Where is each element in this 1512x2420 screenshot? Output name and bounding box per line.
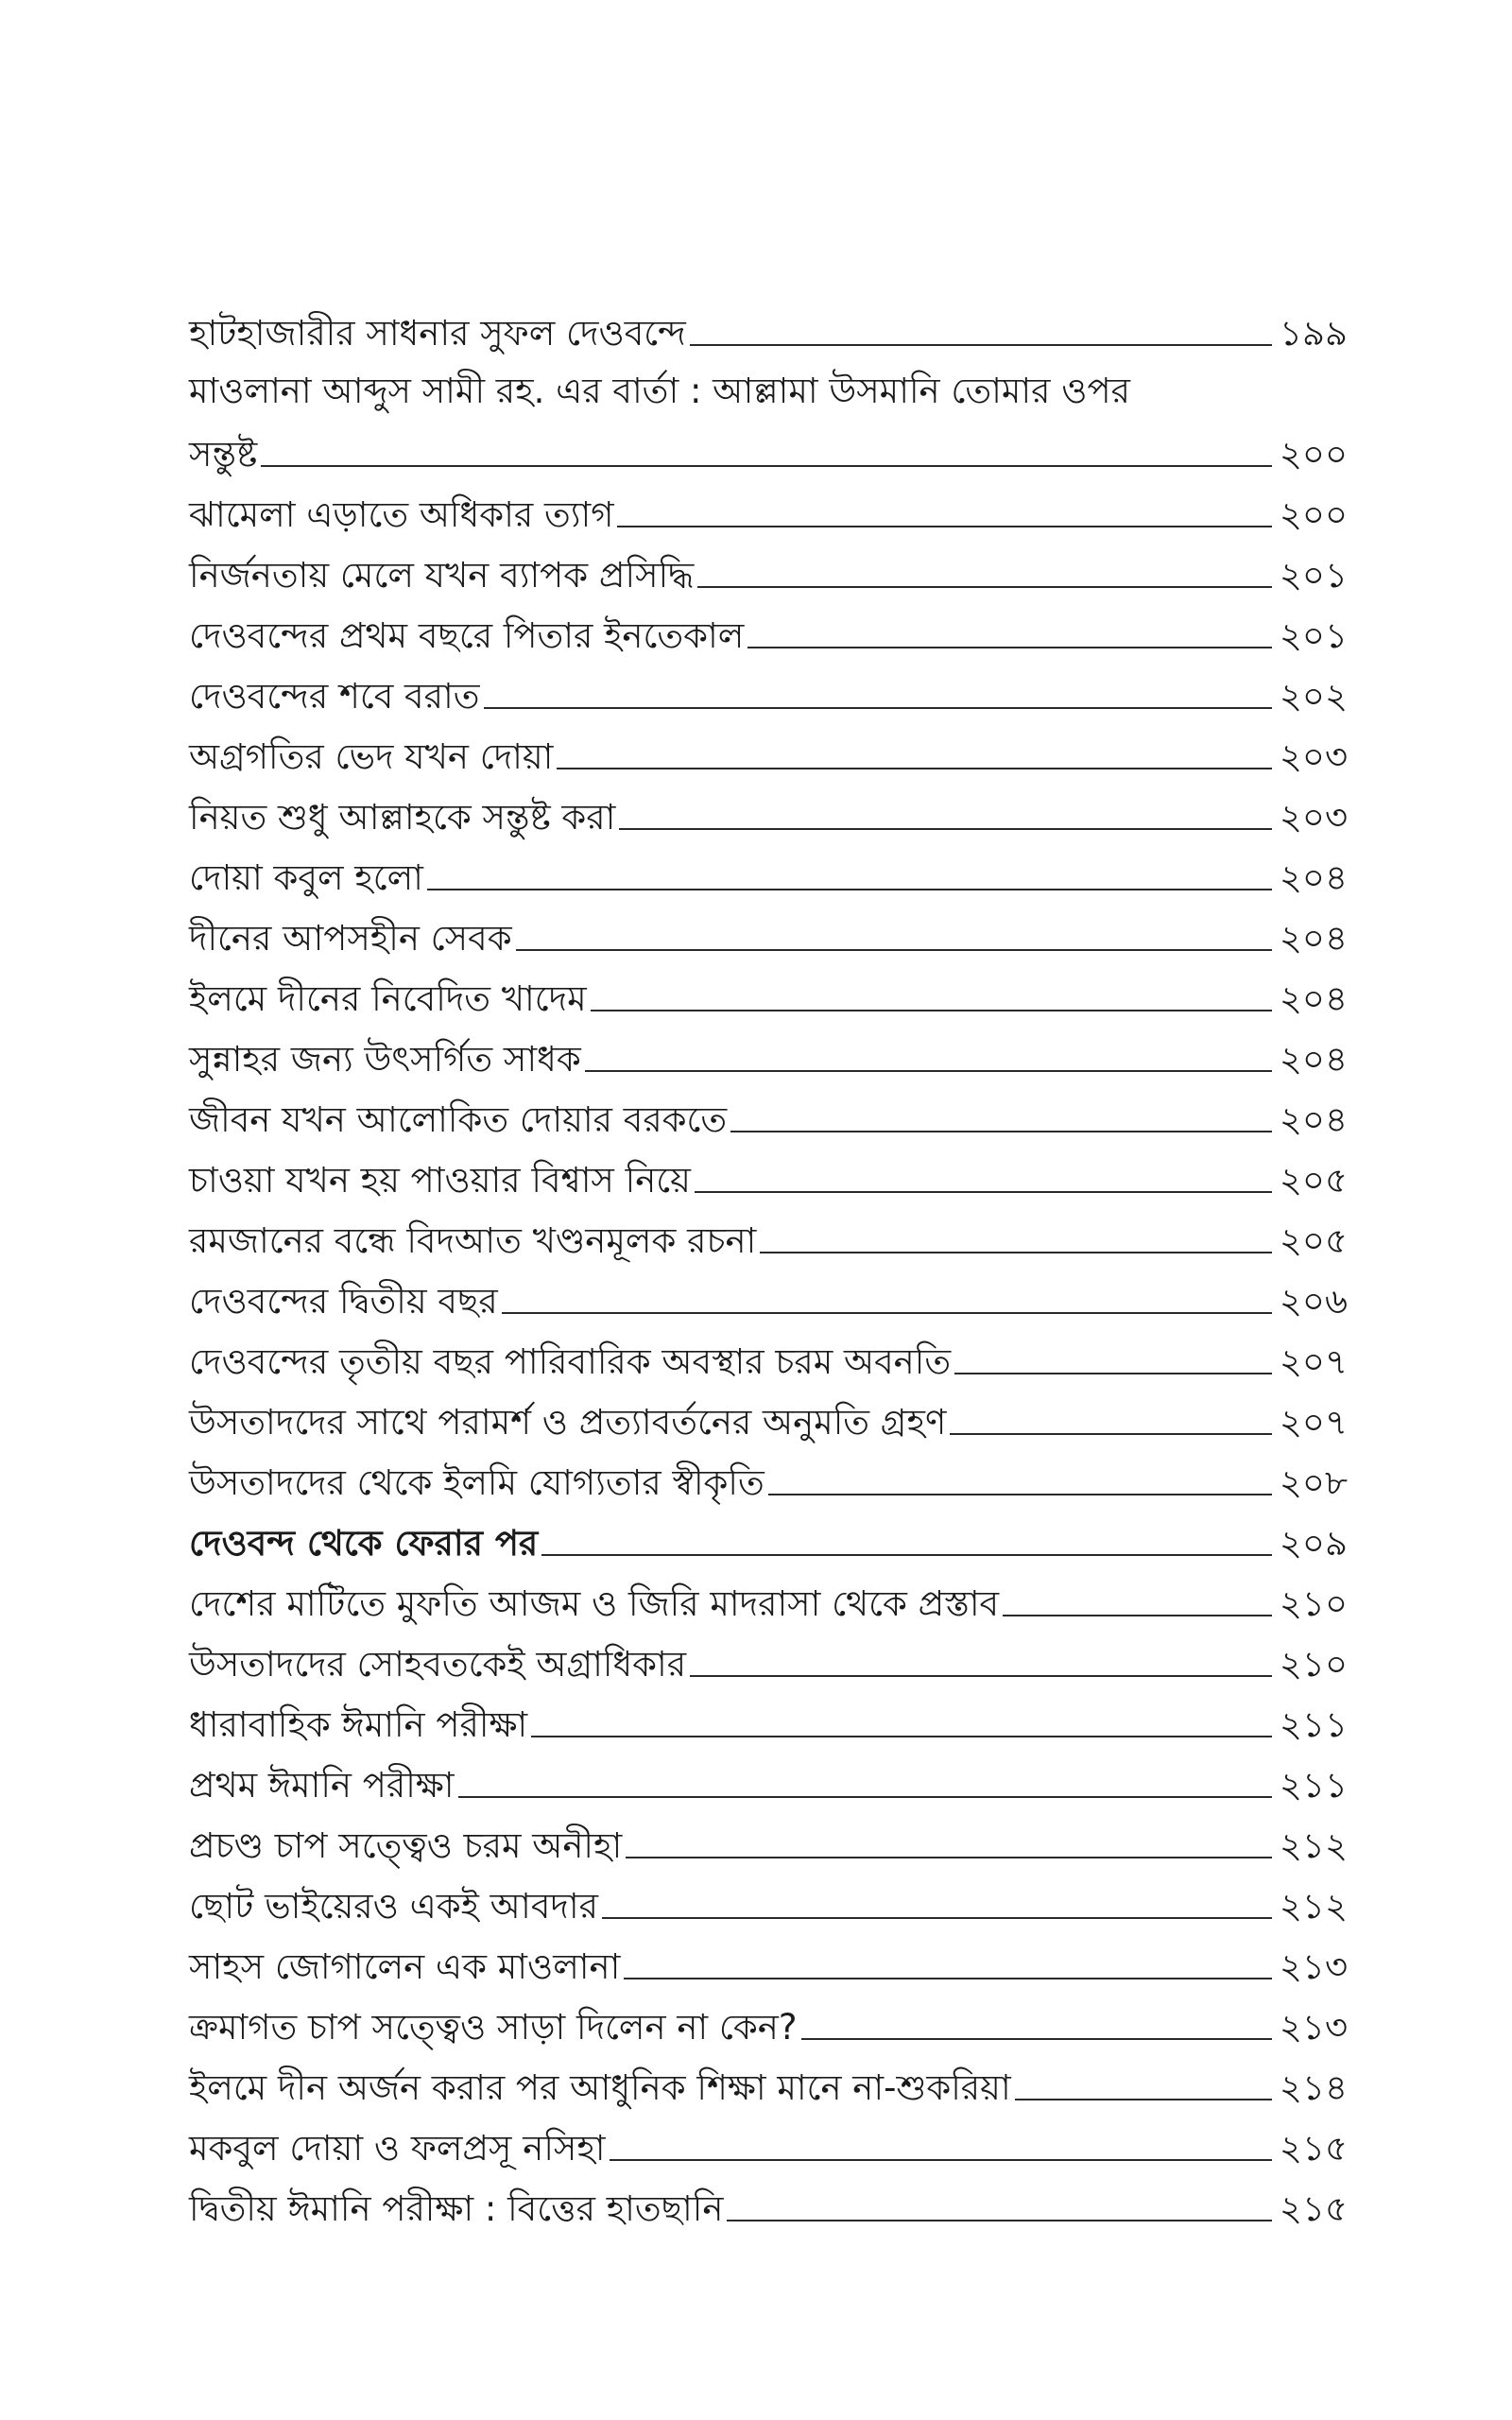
leader-line <box>690 344 1272 346</box>
entry-title: ক্রমাগত চাপ সত্ত্বেও সাড়া দিলেন না কেন? <box>189 2007 798 2048</box>
entry-page-number: ২০৮ <box>1279 1462 1348 1503</box>
toc-entry <box>189 1390 1348 1450</box>
toc-entry <box>189 482 1348 543</box>
leader-line <box>458 1796 1272 1798</box>
leader-line <box>950 1433 1272 1435</box>
entry-page-number: ২১৪ <box>1279 2067 1348 2108</box>
entry-title: সুন্নাহর জন্য উৎসর্গিত সাধক <box>189 1039 581 1080</box>
entry-title: চাওয়া যখন হয় পাওয়ার বিশ্বাস নিয়ে <box>189 1160 691 1201</box>
toc-entry <box>189 1571 1348 1632</box>
entry-title: দেওবন্দের প্রথম বছরে পিতার ইনতেকাল <box>189 615 745 656</box>
entry-page-number: ২০৪ <box>1279 1099 1348 1140</box>
leader-line <box>531 1736 1272 1737</box>
entry-title-line2: সন্তুষ্ট <box>189 434 258 475</box>
toc-entry <box>189 1934 1348 1995</box>
entry-title: জীবন যখন আলোকিত দোয়ার বরকতে <box>189 1099 728 1140</box>
leader-line <box>502 1312 1272 1314</box>
entry-page-number: ২০২ <box>1279 676 1348 717</box>
entry-title: দেওবন্দের তৃতীয় বছর পারিবারিক অবস্থার চরম অবনতি <box>189 1341 952 1382</box>
leader-line <box>730 1131 1272 1132</box>
toc-entry <box>189 1753 1348 1813</box>
toc-entry <box>189 1692 1348 1753</box>
entry-title: দেওবন্দের দ্বিতীয় বছর <box>189 1281 498 1322</box>
toc-entry <box>189 2116 1348 2176</box>
toc-entry <box>189 1874 1348 1934</box>
toc-entry <box>189 1027 1348 1087</box>
entry-page-number: ২১২ <box>1279 1825 1348 1866</box>
leader-line <box>516 949 1272 951</box>
leader-line <box>747 647 1272 648</box>
toc-entry <box>189 361 1348 482</box>
toc-entry <box>189 543 1348 603</box>
entry-page-number: ২০৫ <box>1279 1220 1348 1261</box>
entry-page-number: ২১৫ <box>1279 2128 1348 2169</box>
toc-entry <box>189 603 1348 664</box>
leader-line <box>727 2220 1272 2221</box>
entry-page-number: ২০৬ <box>1279 1281 1348 1322</box>
leader-line <box>695 1191 1272 1193</box>
entry-page-number: ২১৩ <box>1279 1946 1348 1987</box>
leader-line <box>1015 2099 1272 2100</box>
toc-entry <box>189 966 1348 1027</box>
entry-title: দোয়া কবুল হলো <box>189 857 423 898</box>
entry-page-number: ২০৭ <box>1279 1402 1348 1443</box>
entry-title: উসতাদদের সোহবতকেই অগ্রাধিকার <box>189 1644 687 1685</box>
leader-line <box>610 2159 1272 2161</box>
entry-page-number: ২১০ <box>1279 1644 1348 1685</box>
leader-line <box>261 465 1272 467</box>
entry-page-number: ২১১ <box>1279 1765 1348 1806</box>
toc-entry <box>189 906 1348 966</box>
entry-page-number: ২১১ <box>1279 1704 1348 1745</box>
entry-title: দেওবন্দের শবে বরাত <box>189 676 480 717</box>
entry-title: হাটহাজারীর সাধনার সুফল দেওবন্দে <box>189 313 686 354</box>
entry-page-number: ২০৯ <box>1279 1523 1348 1564</box>
entry-title: নির্জনতায় মেলে যখন ব্যাপক প্রসিদ্ধি <box>189 555 695 596</box>
toc-entry <box>189 1450 1348 1511</box>
entry-page-number: ২১৩ <box>1279 2007 1348 2048</box>
entry-title: ছোট ভাইয়েরও একই আবদার <box>189 1886 598 1927</box>
toc-entry <box>189 1208 1348 1269</box>
toc-entry-section-heading <box>189 1511 1348 1571</box>
entry-title: ঝামেলা এড়াতে অধিকার ত্যাগ <box>189 494 614 535</box>
toc-entry <box>189 1269 1348 1329</box>
entry-title: প্রথম ঈমানি পরীক্ষা <box>189 1765 455 1806</box>
entry-page-number: ১৯৯ <box>1279 313 1348 354</box>
entry-title: সাহস জোগালেন এক মাওলানা <box>189 1946 621 1987</box>
toc-entry <box>189 1813 1348 1874</box>
entry-title: ইলমে দীন অর্জন করার পর আধুনিক শিক্ষা মানে না-শুকরিয়া <box>189 2067 1011 2108</box>
entry-title: দেওবন্দ থেকে ফেরার পর <box>189 1523 539 1564</box>
toc-entry <box>189 785 1348 845</box>
leader-line <box>697 586 1272 588</box>
leader-line <box>619 828 1272 830</box>
entry-title: উসতাদদের সাথে পরামর্শ ও প্রত্যাবর্তনের অনুমতি গ্রহণ <box>189 1402 947 1443</box>
entry-title: দ্বিতীয় ঈমানি পরীক্ষা : বিত্তের হাতছানি <box>189 2188 724 2229</box>
leader-line <box>557 768 1272 769</box>
toc-entry <box>189 1087 1348 1148</box>
leader-line <box>954 1373 1272 1374</box>
leader-line <box>801 2038 1272 2040</box>
entry-title: অগ্রগতির ভেদ যখন দোয়া <box>189 736 554 777</box>
entry-page-number: ২১৫ <box>1279 2188 1348 2229</box>
toc-entry <box>189 724 1348 785</box>
toc-entry <box>189 1995 1348 2055</box>
entry-page-number: ২০৩ <box>1279 797 1348 838</box>
entry-title: দেশের মাটিতে মুফতি আজম ও জিরি মাদরাসা থেকে প্রস্তাব <box>189 1583 1000 1624</box>
entry-title: প্রচণ্ড চাপ সত্ত্বেও চরম অনীহা <box>189 1825 623 1866</box>
entry-title: উসতাদদের থেকে ইলমি যোগ্যতার স্বীকৃতি <box>189 1462 765 1503</box>
toc-entry <box>189 1632 1348 1692</box>
toc-entry <box>189 2055 1348 2116</box>
toc-entry <box>189 301 1348 361</box>
leader-line <box>484 707 1273 709</box>
toc-entry <box>189 664 1348 724</box>
entry-page-number: ২০০ <box>1279 434 1348 475</box>
leader-line <box>427 889 1272 890</box>
leader-line <box>768 1494 1272 1495</box>
toc-entry <box>189 845 1348 906</box>
entry-page-number: ২০১ <box>1279 615 1348 656</box>
toc-entry <box>189 2176 1348 2237</box>
leader-line <box>624 1978 1272 1979</box>
entry-title: নিয়ত শুধু আল্লাহকে সন্তুষ্ট করা <box>189 797 616 838</box>
leader-line <box>602 1917 1272 1919</box>
entry-title: ইলমে দীনের নিবেদিত খাদেম <box>189 978 587 1019</box>
leader-line <box>541 1554 1272 1556</box>
leader-line <box>585 1070 1272 1072</box>
toc-entry <box>189 1329 1348 1390</box>
entry-page-number: ২০৪ <box>1279 978 1348 1019</box>
leader-line <box>760 1252 1272 1253</box>
entry-page-number: ২০৫ <box>1279 1160 1348 1201</box>
entry-page-number: ২০৩ <box>1279 736 1348 777</box>
entry-page-number: ২০৭ <box>1279 1341 1348 1382</box>
leader-line <box>626 1857 1272 1858</box>
table-of-contents <box>189 301 1348 2237</box>
entry-title: দীনের আপসহীন সেবক <box>189 918 512 959</box>
entry-title-line1: মাওলানা আব্দুস সামী রহ. এর বার্তা : আল্লামা উসমানি তোমার ওপর <box>189 371 1130 411</box>
entry-page-number: ২০৪ <box>1279 857 1348 898</box>
entry-page-number: ২০০ <box>1279 494 1348 535</box>
entry-page-number: ২০১ <box>1279 555 1348 596</box>
leader-line <box>591 1010 1272 1011</box>
toc-entry <box>189 1148 1348 1208</box>
entry-page-number: ২০৪ <box>1279 1039 1348 1080</box>
entry-title: রমজানের বন্ধে বিদআত খণ্ডনমূলক রচনা <box>189 1220 757 1261</box>
leader-line <box>617 526 1272 527</box>
entry-title: মকবুল দোয়া ও ফলপ্রসূ নসিহা <box>189 2128 606 2169</box>
leader-line <box>1003 1615 1272 1616</box>
entry-page-number: ২০৪ <box>1279 918 1348 959</box>
entry-title: ধারাবাহিক ঈমানি পরীক্ষা <box>189 1704 528 1745</box>
entry-page-number: ২১২ <box>1279 1886 1348 1927</box>
leader-line <box>690 1675 1272 1677</box>
entry-page-number: ২১০ <box>1279 1583 1348 1624</box>
